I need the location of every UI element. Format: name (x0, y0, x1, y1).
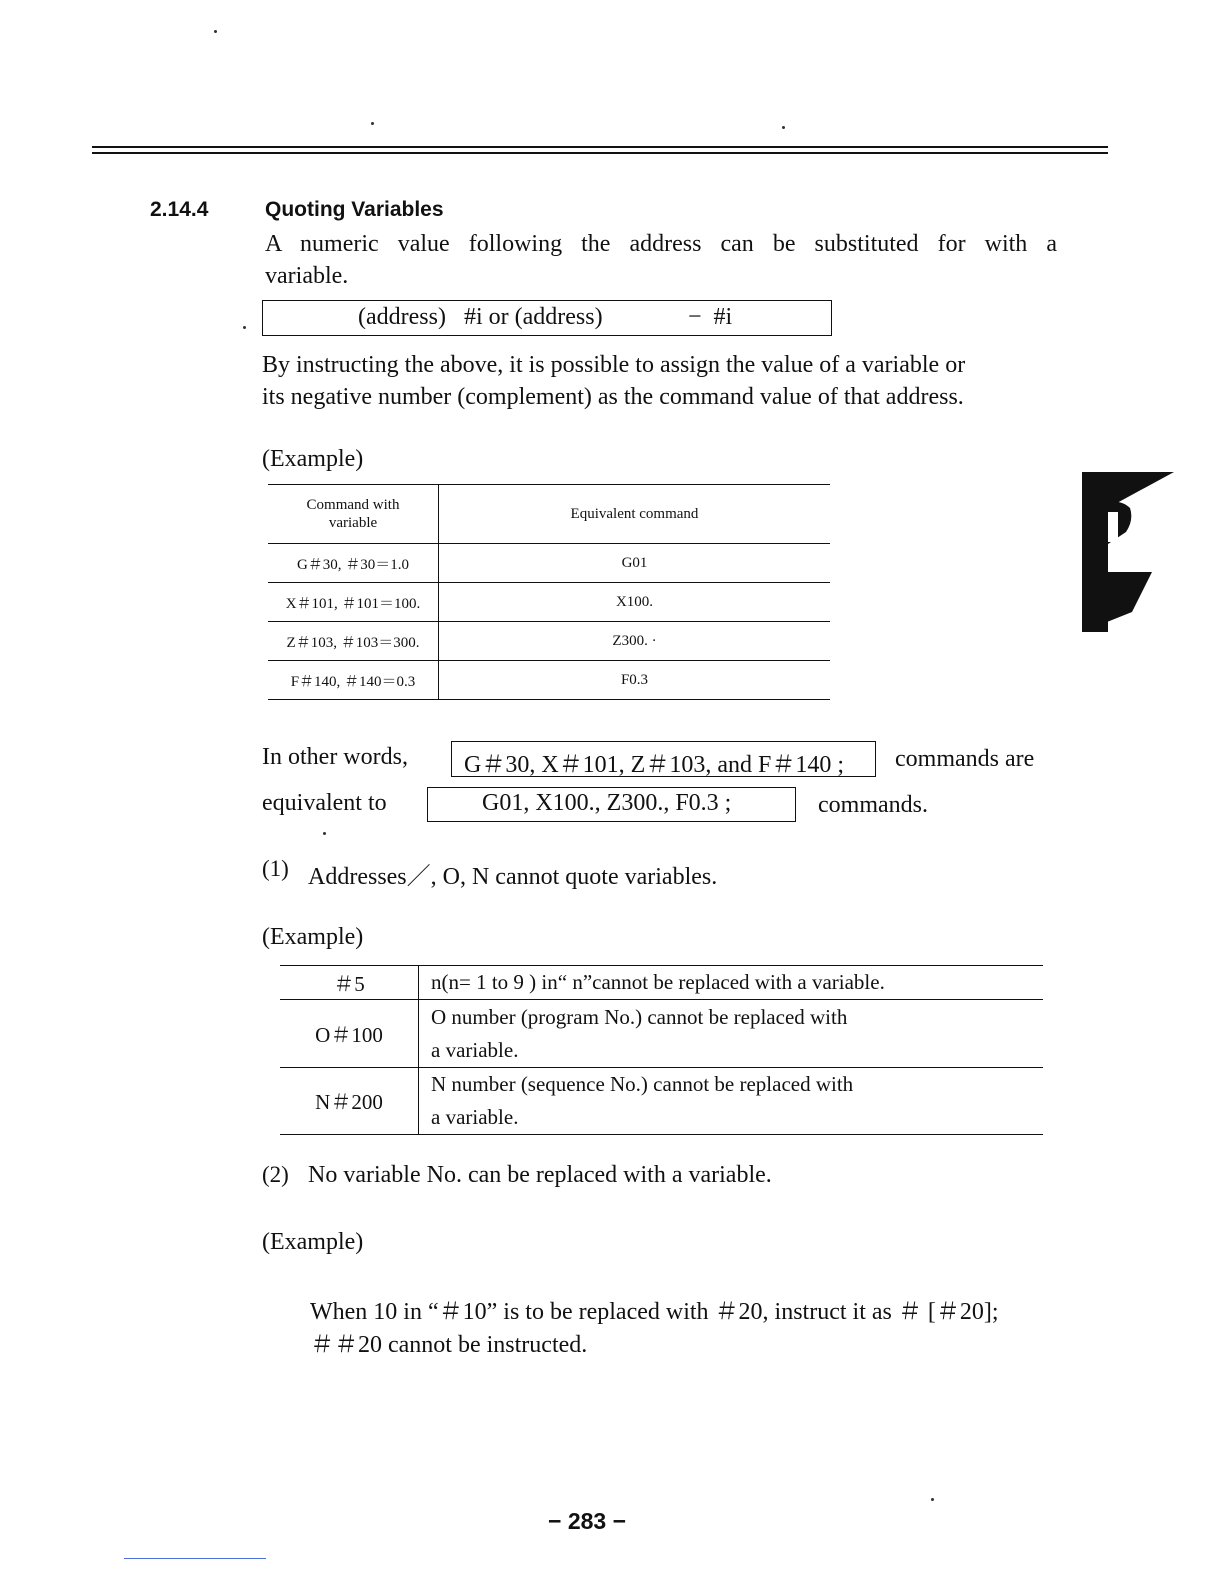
cell-equivalent: Z300. · (439, 622, 831, 661)
section-number: 2.14.4 (150, 198, 209, 221)
intro-paragraph (265, 228, 1065, 292)
table-row (280, 1068, 1043, 1135)
scan-speck (214, 30, 217, 33)
cell-command: X＃101, ＃101＝100. (268, 583, 439, 622)
cell-equivalent: G01 (439, 544, 831, 583)
example-3-line-2: ＃＃20 cannot be instructed. (310, 1332, 588, 1358)
example-3-line-1: When 10 in “＃10” is to be replaced with ＃20, instruct it as ＃ [＃20]; (310, 1299, 999, 1325)
description-line-2: a variable. (431, 1037, 519, 1062)
cell-command: G＃30, ＃30＝1.0 (268, 544, 439, 583)
header-command-with-variable (268, 485, 439, 544)
commands-box-2 (427, 787, 796, 822)
header-rule-bottom (92, 152, 1108, 154)
cell-equivalent: X100. (439, 583, 831, 622)
other-words-tail-1: commands are (895, 746, 1035, 772)
header-rule-top (92, 146, 1108, 148)
scan-speck (323, 832, 326, 835)
table-header-row (268, 485, 830, 544)
cell-command: Z＃103, ＃103＝300. (268, 622, 439, 661)
footer-underline (124, 1558, 266, 1559)
note-1-text: Addresses／, O, N cannot quote variables. (308, 864, 718, 890)
header-col1-line2: variable (328, 515, 378, 531)
cell-code: N＃200 (280, 1068, 419, 1135)
cell-description (419, 1068, 1044, 1135)
cell-equivalent: F0.3 (439, 661, 831, 700)
cell-code: O＃100 (280, 1000, 419, 1068)
description-line-2: a variable. (431, 1105, 519, 1129)
table-row (268, 583, 830, 622)
header-equivalent-command: Equivalent command (439, 485, 831, 544)
intro-line-1: A numeric value following the address can be substituted for with a (265, 231, 1057, 257)
commands-box-2-text: G01, X100., Z300., F0.3 ; (482, 790, 732, 816)
non-quotable-address-table (280, 965, 1043, 1135)
cell-command: F＃140, ＃140＝0.3 (268, 661, 439, 700)
table-row (268, 622, 830, 661)
format-box-right: − #i (688, 304, 733, 330)
variable-command-table (268, 484, 830, 700)
note-2-number: (2) (262, 1162, 289, 1187)
explain-paragraph (262, 349, 1062, 413)
format-box (262, 300, 832, 336)
chapter-tab-2-icon (1082, 472, 1174, 632)
chapter-tab (1082, 472, 1174, 636)
commands-box-1 (451, 741, 876, 777)
header-col1-line1: Command with (306, 497, 400, 513)
description-line-1: O number (program No.) cannot be replaced with (431, 1004, 848, 1029)
explain-line-2: its negative number (complement) as the command value of that address. (262, 384, 964, 410)
commands-box-1-text: G＃30, X＃101, Z＃103, and F＃140 ; (464, 752, 844, 778)
other-words-lead-2: equivalent to (262, 790, 387, 816)
cell-description: n(n= 1 to 9 ) in“ n”cannot be replaced with a variable. (419, 966, 1044, 1000)
page-number: − 283 − (548, 1508, 627, 1534)
cell-code: ＃5 (280, 966, 419, 1000)
other-words-lead: In other words, (262, 744, 408, 770)
example-label-2: (Example) (262, 924, 364, 950)
table-row (280, 966, 1043, 1000)
scan-speck (371, 122, 374, 125)
table-row (280, 1000, 1043, 1068)
note-2-text: No variable No. can be replaced with a variable. (308, 1162, 772, 1188)
intro-line-2: variable. (265, 263, 349, 289)
table-row (268, 661, 830, 700)
description-line-1: N number (sequence No.) cannot be replaced with (431, 1072, 854, 1096)
other-words-tail-2: commands. (818, 792, 928, 818)
scan-speck (243, 326, 246, 329)
table-row (268, 544, 830, 583)
section-title: Quoting Variables (265, 198, 444, 221)
cell-description (419, 1000, 1044, 1068)
scan-speck (782, 126, 785, 129)
scan-speck (931, 1498, 934, 1501)
explain-line-1: By instructing the above, it is possible to assign the value of a variable or (262, 352, 966, 378)
example-label-3: (Example) (262, 1229, 364, 1255)
example-label-1: (Example) (262, 446, 364, 472)
example-3-paragraph (310, 1296, 999, 1362)
note-1-number: (1) (262, 856, 289, 881)
format-box-left: (address) #i or (address) (358, 304, 603, 330)
